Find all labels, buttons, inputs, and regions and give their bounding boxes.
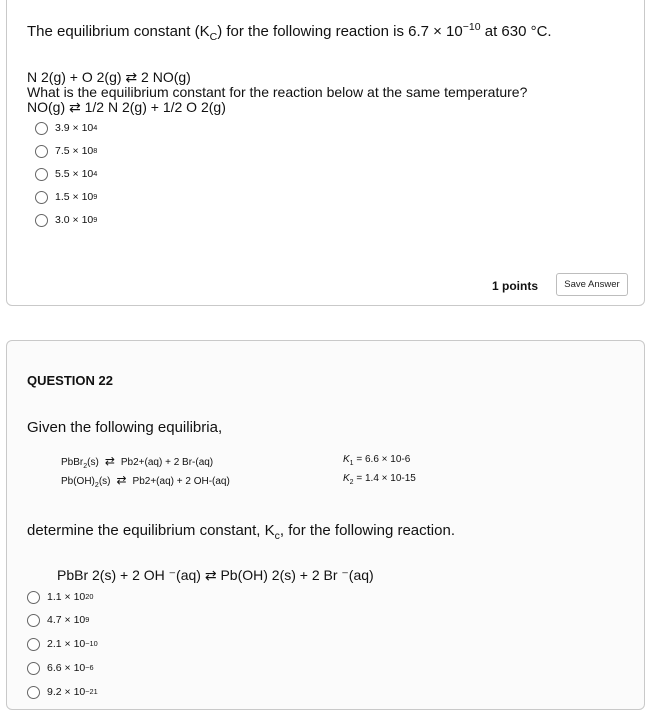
question-22-card <box>6 340 645 710</box>
equilibrium-arrow-icon: ⇄ <box>116 473 127 487</box>
equilibrium-2: $Pb(OH)_2(s)$ ⇄ Pb2+(aq) + 2 OH-(aq) <box>61 473 230 489</box>
target-reaction: PbBr 2(s) + 2 OH ⁻(aq) ⇄ Pb(OH) 2(s) + 2 Br ⁻(aq) <box>57 567 374 583</box>
answer-option[interactable]: 3.0 × 10 9 <box>35 211 97 229</box>
k1-value: $K_1 = 6.6 \times 10-6$ <box>343 454 411 467</box>
answer-option[interactable]: 6.6 × 10 −6 <box>27 659 94 677</box>
question-stem: The equilibrium constant $(K_C)$ for the following reaction is $6.7 \times 10^{-10}$ at 630 °C. <box>27 21 552 43</box>
answer-option[interactable]: 5.5 × 10 4 <box>35 165 97 183</box>
radio-button[interactable] <box>35 145 48 158</box>
points-label: 1 points <box>492 279 539 293</box>
radio-button[interactable] <box>27 614 40 627</box>
determine-prompt: determine the equilibrium constant, $K_c$, for the following reaction. <box>27 522 455 542</box>
answer-option[interactable]: 7.5 × 10 8 <box>35 142 97 160</box>
answer-option[interactable]: 1.1 × 10 20 <box>27 588 93 606</box>
radio-button[interactable] <box>27 662 40 675</box>
target-reaction: NO(g) ⇄ 1/2 N 2(g) + 1/2 O 2(g) <box>27 99 226 115</box>
save-answer-button[interactable]: Save Answer <box>556 273 628 296</box>
answer-option[interactable]: 4.7 × 10 9 <box>27 611 89 629</box>
radio-button[interactable] <box>35 191 48 204</box>
question-number: QUESTION 22 <box>27 373 113 388</box>
answer-option[interactable]: 2.1 × 10 −10 <box>27 635 98 653</box>
radio-button[interactable] <box>35 122 48 135</box>
radio-button[interactable] <box>27 638 40 651</box>
question-21-card <box>6 0 645 306</box>
radio-button[interactable] <box>27 591 40 604</box>
given-reaction: N 2(g) + O 2(g) ⇄ 2 NO(g) <box>27 69 191 85</box>
equilibrium-1: PbBr$_2$(s) ⇄ Pb2+(aq) + 2 Br-(aq) <box>61 454 214 470</box>
question-intro: Given the following equilibria, <box>27 419 223 436</box>
answer-option[interactable]: 9.2 × 10 −21 <box>27 683 98 701</box>
k2-value: $K_2 = 1.4 \times 10-15$ <box>343 473 416 486</box>
question-prompt: What is the equilibrium constant for the reaction below at the same temperature? <box>27 84 528 100</box>
radio-button[interactable] <box>35 214 48 227</box>
radio-button[interactable] <box>27 686 40 699</box>
equilibrium-arrow-icon: ⇄ <box>104 454 115 468</box>
radio-button[interactable] <box>35 168 48 181</box>
answer-option[interactable]: 1.5 × 10 9 <box>35 188 97 206</box>
answer-option[interactable]: 3.9 × 10 4 <box>35 119 97 137</box>
